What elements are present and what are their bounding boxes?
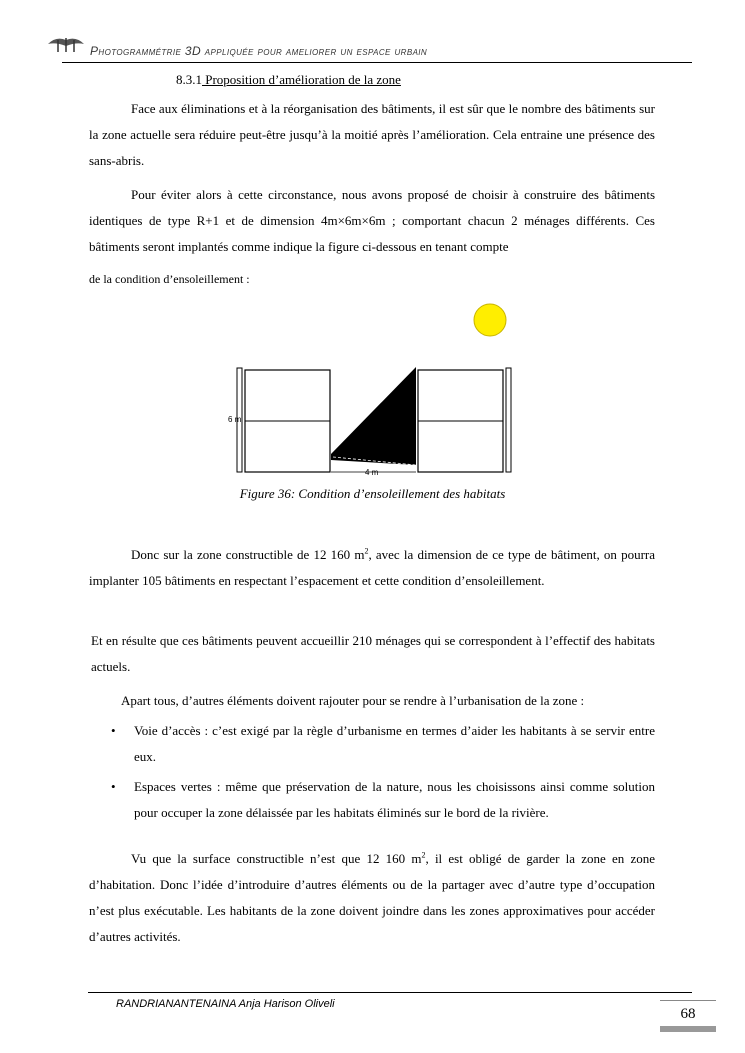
paragraph-6: Vu que la surface constructible n’est que 12 160 $m^2$, il est obligé de garder la zone en zone d’habitation. Donc l’idée d’introduire d’autres éléments ou de la partager avec d’autre type d’occupation n’est plus exécutable. Les habitants de la zone doivent joindre dans les zones approximatives pour accéder d’autres activités. [89, 850, 655, 944]
paragraph-5: Apart tous, d’autres éléments doivent rajouter pour se rendre à l’urbanisation de la zone : [121, 693, 585, 708]
sunlight-figure [230, 300, 520, 480]
width-label: 4 m [365, 468, 379, 477]
header-logo [46, 30, 86, 54]
height-label: 6 m [228, 415, 242, 424]
shadow-triangle [331, 367, 416, 465]
list-item: • Espaces vertes : même que préservation de la nature, nous les choisissons ainsi comme solution pour occuper la zone délaissée par les habitats éliminés sur le bord de la rivière. [89, 774, 655, 826]
bullet-marker: • [111, 779, 116, 794]
header-title: Photogrammétrie 3D appliquée pour ameliorer un espace urbain [90, 44, 428, 58]
building-right-wall [506, 368, 511, 472]
sun-icon [474, 304, 506, 336]
paragraph-2-end: de la condition d’ensoleillement : [89, 272, 250, 286]
page-number: 68 [680, 1006, 696, 1022]
list-item: • Voie d’accès : c’est exigé par la règle d’urbanisme en termes d’aider les habitants à se servir entre eux. [89, 718, 655, 770]
footer-rule [88, 992, 692, 993]
section-number: 8.3.1 [176, 72, 202, 87]
header-rule [62, 62, 692, 63]
figure-caption: Figure 36: Condition d’ensoleillement des habitats [239, 486, 506, 501]
section-heading [176, 72, 401, 88]
paragraph-3: Donc sur la zone constructible de 12 160 $m^2$, avec la dimension de ce type de bâtiment, on pourra implanter 105 bâtiments en respectant l’espacement et cette condition d’ensoleillement. [89, 546, 656, 588]
section-title: Proposition d’amélioration de la zone [202, 72, 401, 87]
bullet-list [89, 718, 655, 830]
footer-author: RANDRIANANTENAINA Anja Harison Oliveli [116, 998, 335, 1010]
page-number-box [660, 1000, 716, 1032]
paragraph-2: Pour éviter alors à cette circonstance, nous avons proposé de choisir à construire des bâtiments identiques de type R+1 et de dimension 4m×6m×6m ; comportant chacun 2 ménages différents. Ces bâtiments seront implantés comme indique la figure ci-dessous en tenant compte [89, 187, 655, 254]
bullet-marker: • [111, 723, 116, 738]
paragraph-1: Face aux éliminations et à la réorganisation des bâtiments, il est sûr que le nombre des bâtiments sur la zone actuelle sera réduire peut-être jusqu’à la moitié après l’amélioration. Cela entraine une présence des sans-abris. [89, 101, 655, 168]
paragraph-4: Et en résulte que ces bâtiments peuvent accueillir 210 ménages qui se correspondent à l’effectif des habitats actuels. [91, 633, 655, 674]
